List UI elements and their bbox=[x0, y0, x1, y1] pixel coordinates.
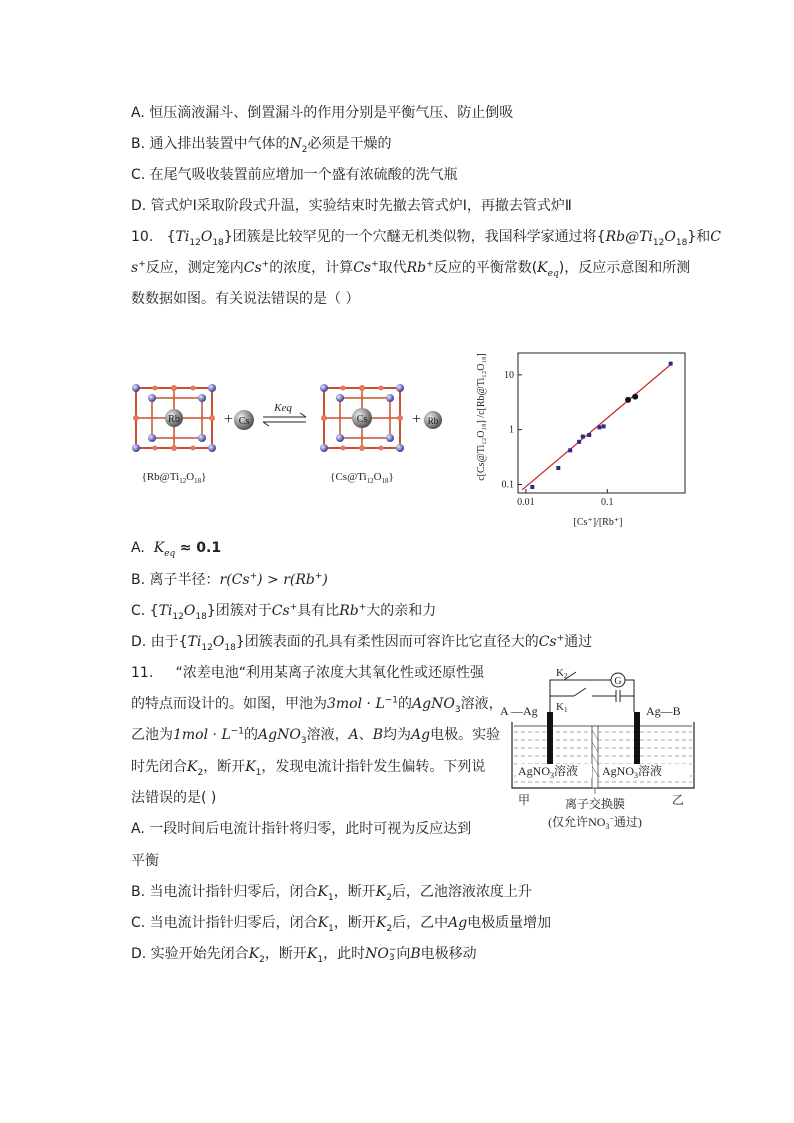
data-point-circle bbox=[632, 394, 638, 400]
q9-option-d: D. 管式炉Ⅰ采取阶段式升温，实验结束时先撤去管式炉Ⅰ，再撤去管式炉Ⅱ bbox=[131, 198, 572, 214]
q10-reaction-diagram bbox=[128, 380, 448, 490]
q10-option-d: D. 由于$\{Ti_{12}O_{18}\}$团簇表面的孔具有柔性因而可容许比它直径大的Cs+通过 bbox=[131, 633, 593, 653]
cage-rb-label: Rb bbox=[168, 414, 180, 425]
q10-stem-line2: s+反应，测定笼内Cs+的浓度，计算Cs+取代Rb+反应的平衡常数$(K_{eq})$，反应示意图和所测 bbox=[131, 259, 691, 279]
data-point-square bbox=[568, 448, 572, 452]
membrane-label: 离子交换膜 bbox=[564, 797, 626, 811]
keq-label: Keq bbox=[274, 402, 292, 414]
svg-text:G: G bbox=[614, 676, 622, 687]
plus-sign-1: + bbox=[224, 411, 234, 428]
cell-yi-label: 乙 bbox=[672, 793, 685, 807]
fit-line bbox=[522, 364, 672, 490]
data-point-square bbox=[602, 424, 606, 428]
cell-jia-label: 甲 bbox=[518, 793, 531, 807]
left-solution-label: AgNO$_3$溶液 bbox=[518, 764, 579, 780]
beaker-icon bbox=[512, 722, 694, 788]
q11-stem-line4: 时先闭合$K_2$，断开$K_1$，发现电流计指针发生偏转。下列说 bbox=[131, 759, 486, 778]
q9-option-b: B. 通入排出装置中气体的$N_2$必须是干燥的 bbox=[131, 136, 392, 155]
membrane-note: (仅允许$NO_3^-$通过) bbox=[548, 814, 642, 831]
q11-cell-diagram bbox=[498, 660, 708, 835]
cs-ion-label: Cs bbox=[238, 416, 250, 427]
cs-cage-icon bbox=[320, 384, 404, 452]
q9-option-c: C. 在尾气吸收装置前应增加一个盛有浓硫酸的洗气瓶 bbox=[131, 167, 458, 183]
cage-cs-label: Cs bbox=[356, 414, 368, 425]
ag-electrode-b bbox=[634, 712, 640, 768]
k1-switch-icon bbox=[574, 688, 586, 696]
q11-option-b: B. 当电流计指针归零后，闭合$K_1$，断开$K_2$后，乙池溶液浓度上升 bbox=[131, 884, 532, 903]
q10-scatter-chart bbox=[470, 345, 695, 530]
y-tick-label: 0.1 bbox=[501, 479, 514, 491]
data-point-square bbox=[669, 362, 673, 366]
q11-stem-line3: 乙池为$1mol \cdot L^{-1}$的AgNO$_3$溶液，A、B均为Ag电极。实验 bbox=[131, 726, 501, 746]
x-tick-label: 0.01 bbox=[517, 497, 535, 508]
rb-ion-label: Rb bbox=[427, 416, 439, 426]
q11-stem-line1: 11. “浓差电池“利用某离子浓度大其氧化性或还原性强 bbox=[131, 665, 485, 681]
q10-option-b: B. 离子半径：r(Cs+) > r(Rb+) bbox=[131, 571, 328, 588]
data-point-square bbox=[597, 425, 601, 429]
data-point-square bbox=[556, 466, 560, 470]
cs-cage-label: $\{Cs@Ti_{12}O_{18}\}$ bbox=[330, 471, 394, 485]
q11-stem-line2: 的特点而设计的。如图，甲池为$3mol \cdot L^{-1}$的AgNO$_3$溶液， bbox=[131, 695, 503, 715]
q11-option-a-line1: A. 一段时间后电流计指针将归零，此时可视为反应达到 bbox=[131, 821, 472, 837]
q10-stem-line3: 数数据如图。有关说法错误的是（ ） bbox=[131, 291, 360, 307]
data-point-square bbox=[577, 440, 581, 444]
k2-switch-label: K2 bbox=[556, 667, 568, 680]
q11-option-c: C. 当电流计指针归零后，闭合$K_1$，断开$K_2$后，乙中Ag电极质量增加 bbox=[131, 915, 552, 934]
y-tick-label: 10 bbox=[504, 369, 514, 381]
q10-option-c: C. $\{Ti_{12}O_{18}\}$团簇对于Cs+具有比Rb+大的亲和力 bbox=[131, 602, 437, 622]
chart-y-axis-label: c[Cs@Ti₁₂O₁₈] /c[Rb@Ti₁₂O₁₈] bbox=[476, 353, 487, 481]
q9-option-a: A. 恒压滴液漏斗、倒置漏斗的作用分别是平衡气压、防止倒吸 bbox=[131, 105, 514, 121]
y-tick-label: 1 bbox=[509, 424, 514, 436]
k1-switch-label: K1 bbox=[556, 701, 568, 714]
rb-cage-label: $\{Rb@Ti_{12}O_{18}\}$ bbox=[141, 471, 207, 485]
q11-option-d: D. 实验开始先闭合$K_2$，断开$K_1$，此时NO− 3 向B电极移动 bbox=[131, 945, 477, 965]
electrode-b-label: Ag—B bbox=[646, 704, 681, 718]
data-point-square bbox=[581, 435, 585, 439]
data-point-circle bbox=[625, 397, 631, 403]
q11-stem-line5: 法错误的是( ) bbox=[131, 790, 217, 806]
chart-x-axis-label: [Cs⁺]/[Rb⁺] bbox=[573, 517, 623, 528]
q10-option-a: A. $K_{eq} \approx 0.1$ bbox=[131, 540, 222, 559]
right-solution-label: AgNO$_3$溶液 bbox=[602, 764, 663, 780]
data-point-square bbox=[530, 485, 534, 489]
rb-cage-icon bbox=[132, 384, 216, 452]
ag-electrode-a bbox=[547, 712, 553, 768]
q10-stem-line1: 10. $\{Ti_{12}O_{18}\}$团簇是比较罕见的一个穴醚无机类似物，我国科学家通过将$\{Rb@Ti_{12}O_{18}\}$和C bbox=[131, 229, 721, 248]
x-tick-label: 0.1 bbox=[601, 497, 614, 508]
electrode-a-label: A —Ag bbox=[500, 704, 538, 718]
q11-option-a-line2: 平衡 bbox=[131, 853, 159, 869]
plus-sign-2: + bbox=[412, 411, 422, 428]
data-point-square bbox=[587, 433, 591, 437]
